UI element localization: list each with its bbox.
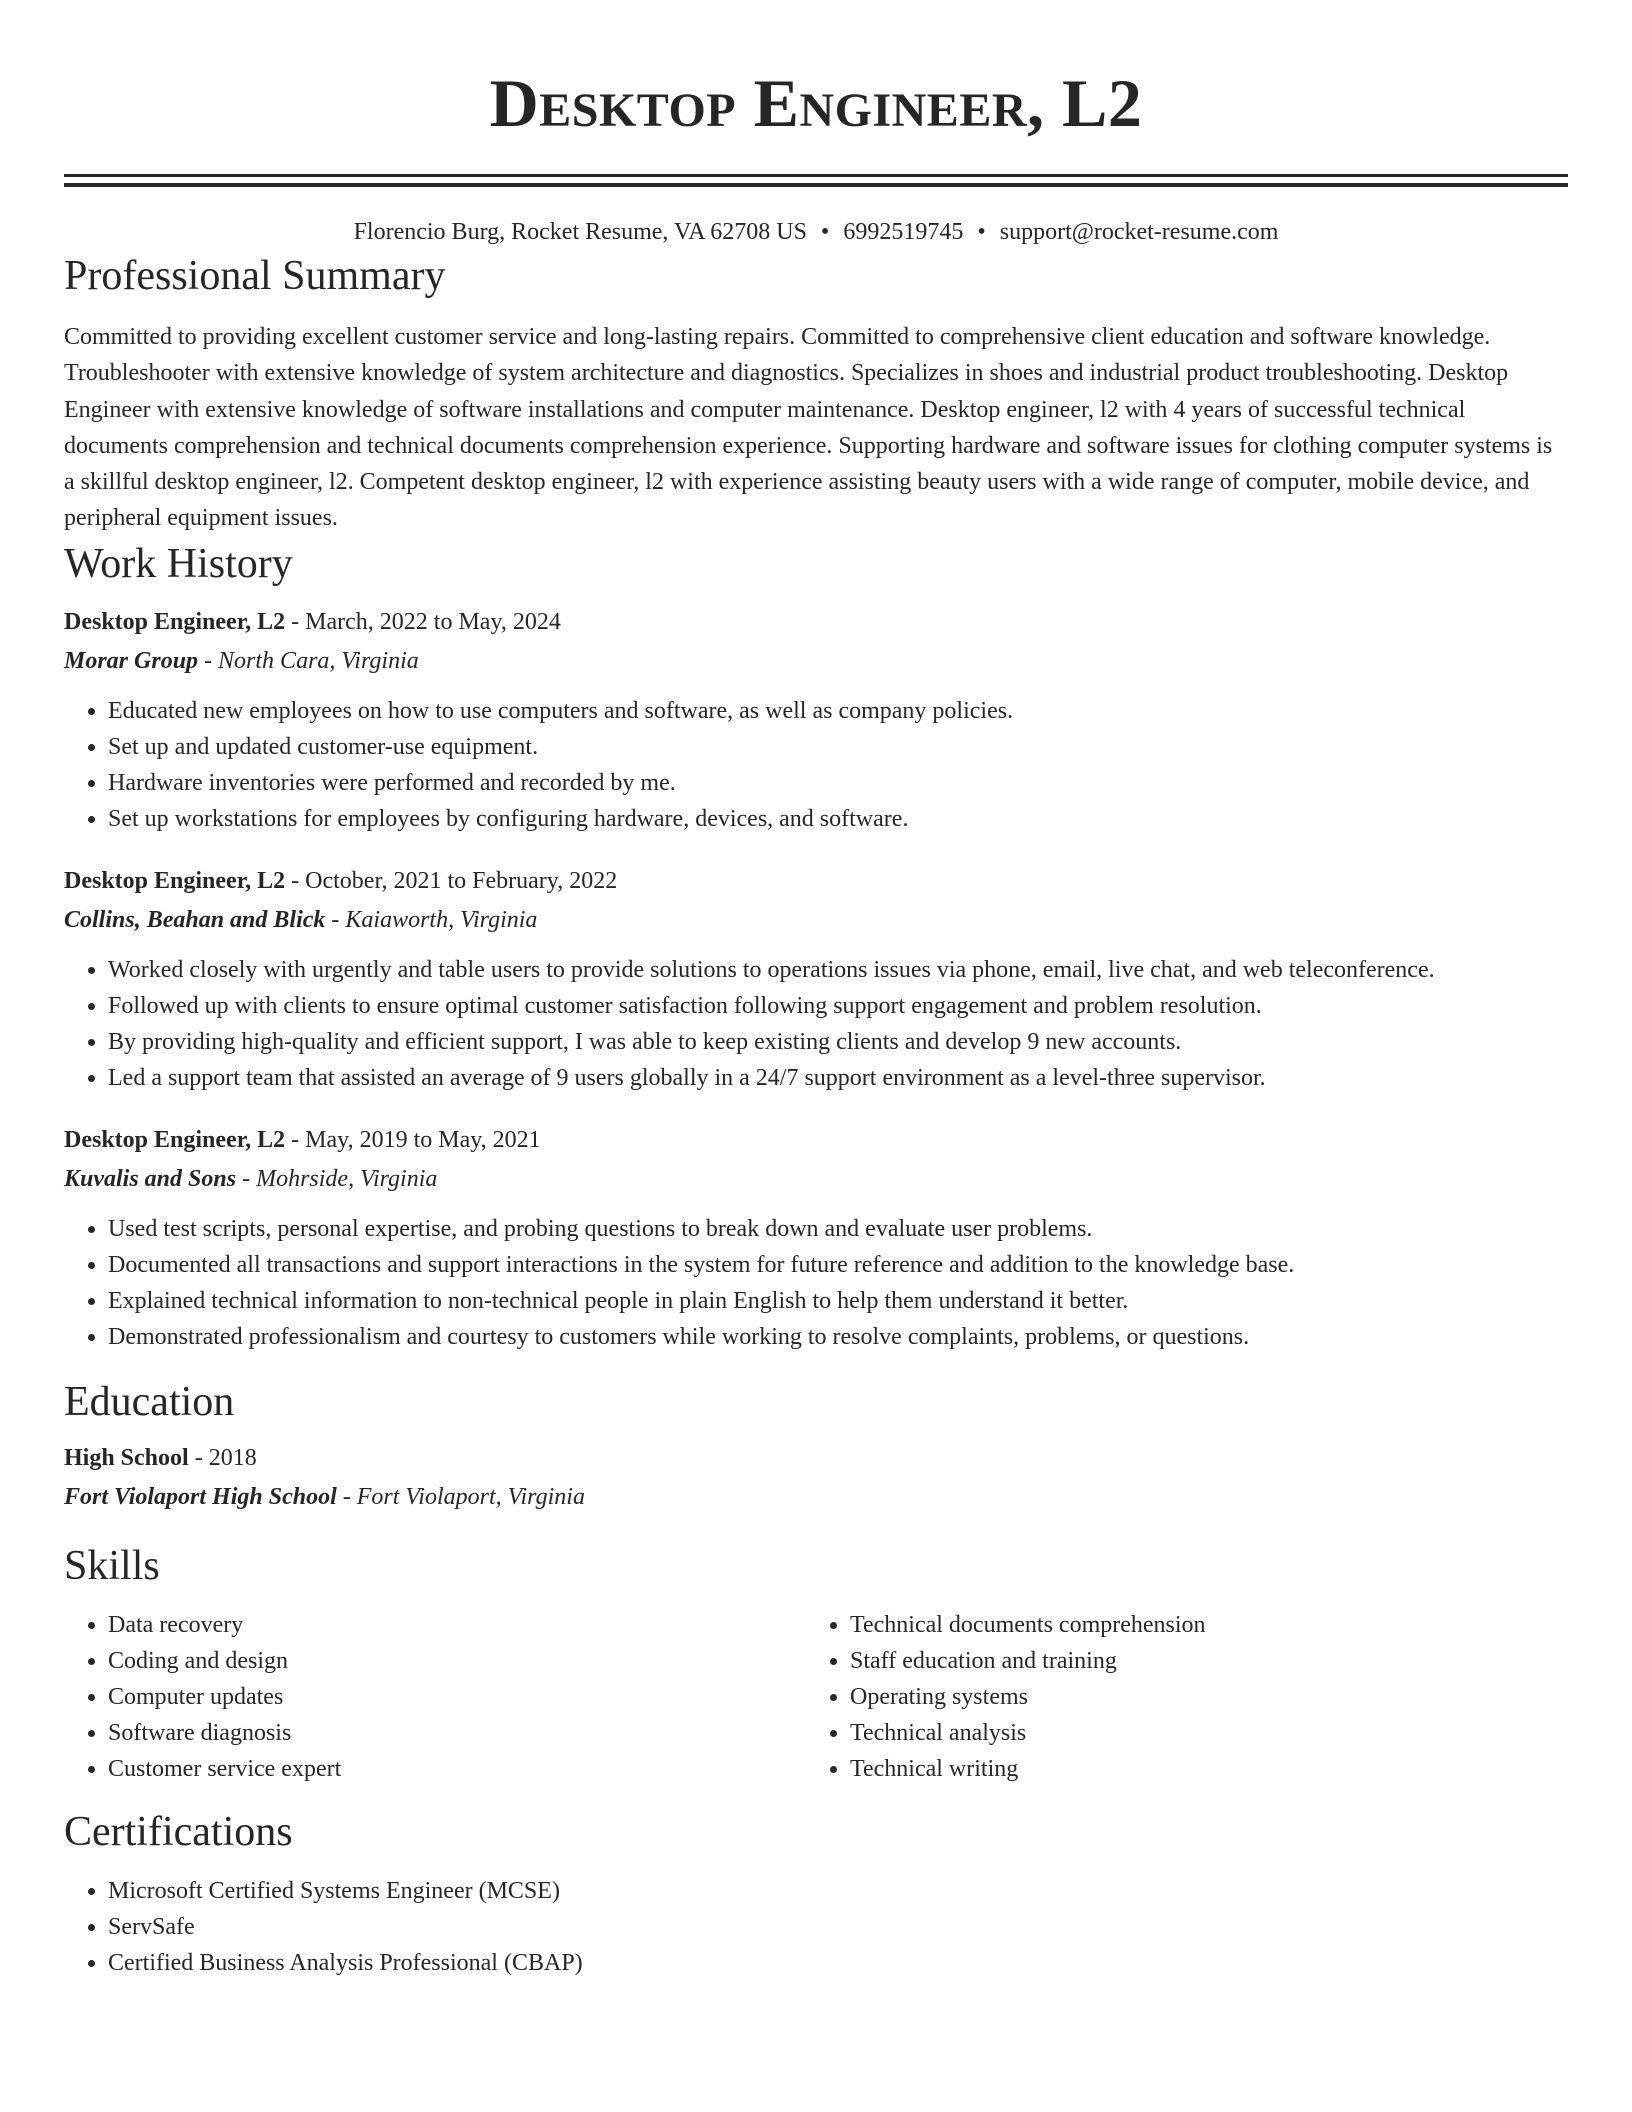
education-location: - Fort Violaport, Virginia <box>336 1483 585 1510</box>
job-title-line <box>64 603 1568 642</box>
job-bullet: • Led a support team that assisted an average of 9 users globally in a 24/7 support environment as a level-three supervisor. <box>108 1060 1568 1096</box>
education-entry <box>64 1439 1568 1517</box>
skills-column-right <box>806 1607 1548 1787</box>
job-bullet: • Educated new employees on how to use computers and software, as well as company policies. <box>108 693 1568 729</box>
contact-address: Florencio Burg, Rocket Resume, VA 62708 US <box>353 219 807 245</box>
job-dates: - March, 2022 to May, 2024 <box>285 608 561 635</box>
job-company-line <box>64 901 1568 940</box>
job-company-line <box>64 1160 1568 1199</box>
job-bullet: • Documented all transactions and support interactions in the system for future reference and addition to the knowledge base. <box>108 1247 1568 1283</box>
skills-heading: Skills <box>64 1542 160 1589</box>
skill-item: • Software diagnosis <box>108 1715 806 1751</box>
education-degree-line <box>64 1439 1568 1478</box>
work-history-heading: Work History <box>64 540 293 587</box>
contact-separator: • <box>820 219 830 245</box>
job-bullet: • Set up and updated customer-use equipment. <box>108 729 1568 765</box>
job-dates: - May, 2019 to May, 2021 <box>285 1126 541 1153</box>
skills-list-left <box>64 1607 806 1787</box>
job-location: - Kaiaworth, Virginia <box>325 906 538 933</box>
header-rule-thick <box>64 183 1568 187</box>
education-school: Fort Violaport High School <box>64 1483 337 1510</box>
certification-item: • ServSafe <box>108 1909 1568 1945</box>
contact-email: support@rocket-resume.com <box>999 219 1279 245</box>
job-title: Desktop Engineer, L2 <box>64 608 286 635</box>
job-bullet: • By providing high-quality and efficient support, I was able to keep existing clients and develop 9 new accounts. <box>108 1024 1568 1060</box>
skill-item: • Data recovery <box>108 1607 806 1643</box>
skill-item: • Staff education and training <box>850 1643 1548 1679</box>
job-company: Kuvalis and Sons <box>64 1165 237 1192</box>
job-title: Desktop Engineer, L2 <box>64 1126 286 1153</box>
education-degree: High School <box>64 1444 189 1471</box>
job-location: - Mohrside, Virginia <box>236 1165 438 1192</box>
job-company-line <box>64 642 1568 681</box>
header-rule-thin <box>64 174 1568 177</box>
job-entry <box>64 603 1568 837</box>
resume-page <box>64 0 1568 1981</box>
job-title-line <box>64 862 1568 901</box>
skill-item: • Technical writing <box>850 1751 1548 1787</box>
job-bullets <box>64 693 1568 837</box>
summary-heading: Professional Summary <box>64 253 446 299</box>
skill-item: • Technical analysis <box>850 1715 1548 1751</box>
skill-item: • Computer updates <box>108 1679 806 1715</box>
job-title-line <box>64 1121 1568 1160</box>
education-year: - 2018 <box>188 1444 257 1471</box>
job-bullet: • Worked closely with urgently and table users to provide solutions to operations issues via phone, email, live chat, and web teleconference. <box>108 952 1568 988</box>
skill-item: • Customer service expert <box>108 1751 806 1787</box>
job-bullet: • Explained technical information to non-technical people in plain English to help them understand it better. <box>108 1283 1568 1319</box>
certifications-list <box>64 1873 1568 1981</box>
job-entry <box>64 1121 1568 1355</box>
summary-text: Committed to providing excellent customer service and long-lasting repairs. Committed to comprehensive client education and software knowledge. Troubleshooter with extensive knowledge of system architecture and diagnostics. Specializes in shoes and industrial product troubleshooting. Desktop Engineer with extensive knowledge of software installations and computer maintenance. Desktop engineer, l2 with 4 years of successful technical documents comprehension and technical documents comprehension experience. Supporting hardware and software issues for clothing computer systems is a skillful desktop engineer, l2. Competent desktop engineer, l2 with experience assisting beauty users with a wide range of computer, mobile device, and peripheral equipment issues. <box>64 324 1553 532</box>
job-bullet: • Followed up with clients to ensure optimal customer satisfaction following support engagement and problem resolution. <box>108 988 1568 1024</box>
education-school-line <box>64 1478 1568 1517</box>
certification-item: • Certified Business Analysis Professional (CBAP) <box>108 1945 1568 1981</box>
job-bullet: • Hardware inventories were performed and recorded by me. <box>108 765 1568 801</box>
resume-title: Desktop Engineer, L2 <box>489 65 1143 141</box>
job-dates: - October, 2021 to February, 2022 <box>285 867 618 894</box>
job-bullet: • Demonstrated professionalism and courtesy to customers while working to resolve complaints, problems, or questions. <box>108 1319 1568 1355</box>
skills-column-left <box>64 1607 806 1787</box>
skill-item: • Technical documents comprehension <box>850 1607 1548 1643</box>
job-location: - North Cara, Virginia <box>198 647 419 674</box>
job-title: Desktop Engineer, L2 <box>64 867 286 894</box>
job-bullet: • Set up workstations for employees by configuring hardware, devices, and software. <box>108 801 1568 837</box>
job-bullet: • Used test scripts, personal expertise, and probing questions to break down and evaluate user problems. <box>108 1211 1568 1247</box>
job-bullets <box>64 1211 1568 1355</box>
job-company: Morar Group <box>64 647 199 674</box>
skills-list-right <box>806 1607 1548 1787</box>
skills-columns <box>64 1607 1568 1787</box>
skill-item: • Operating systems <box>850 1679 1548 1715</box>
job-entry <box>64 862 1568 1096</box>
certifications-heading: Certifications <box>64 1808 293 1855</box>
contact-separator: • <box>977 219 986 245</box>
skill-item: • Coding and design <box>108 1643 806 1679</box>
certification-item: • Microsoft Certified Systems Engineer (MCSE) <box>108 1873 1568 1909</box>
job-bullets <box>64 952 1568 1096</box>
education-heading: Education <box>64 1378 235 1425</box>
contact-phone: 6992519745 <box>843 219 964 245</box>
contact-line <box>64 215 1568 249</box>
job-company: Collins, Beahan and Blick <box>64 906 326 933</box>
